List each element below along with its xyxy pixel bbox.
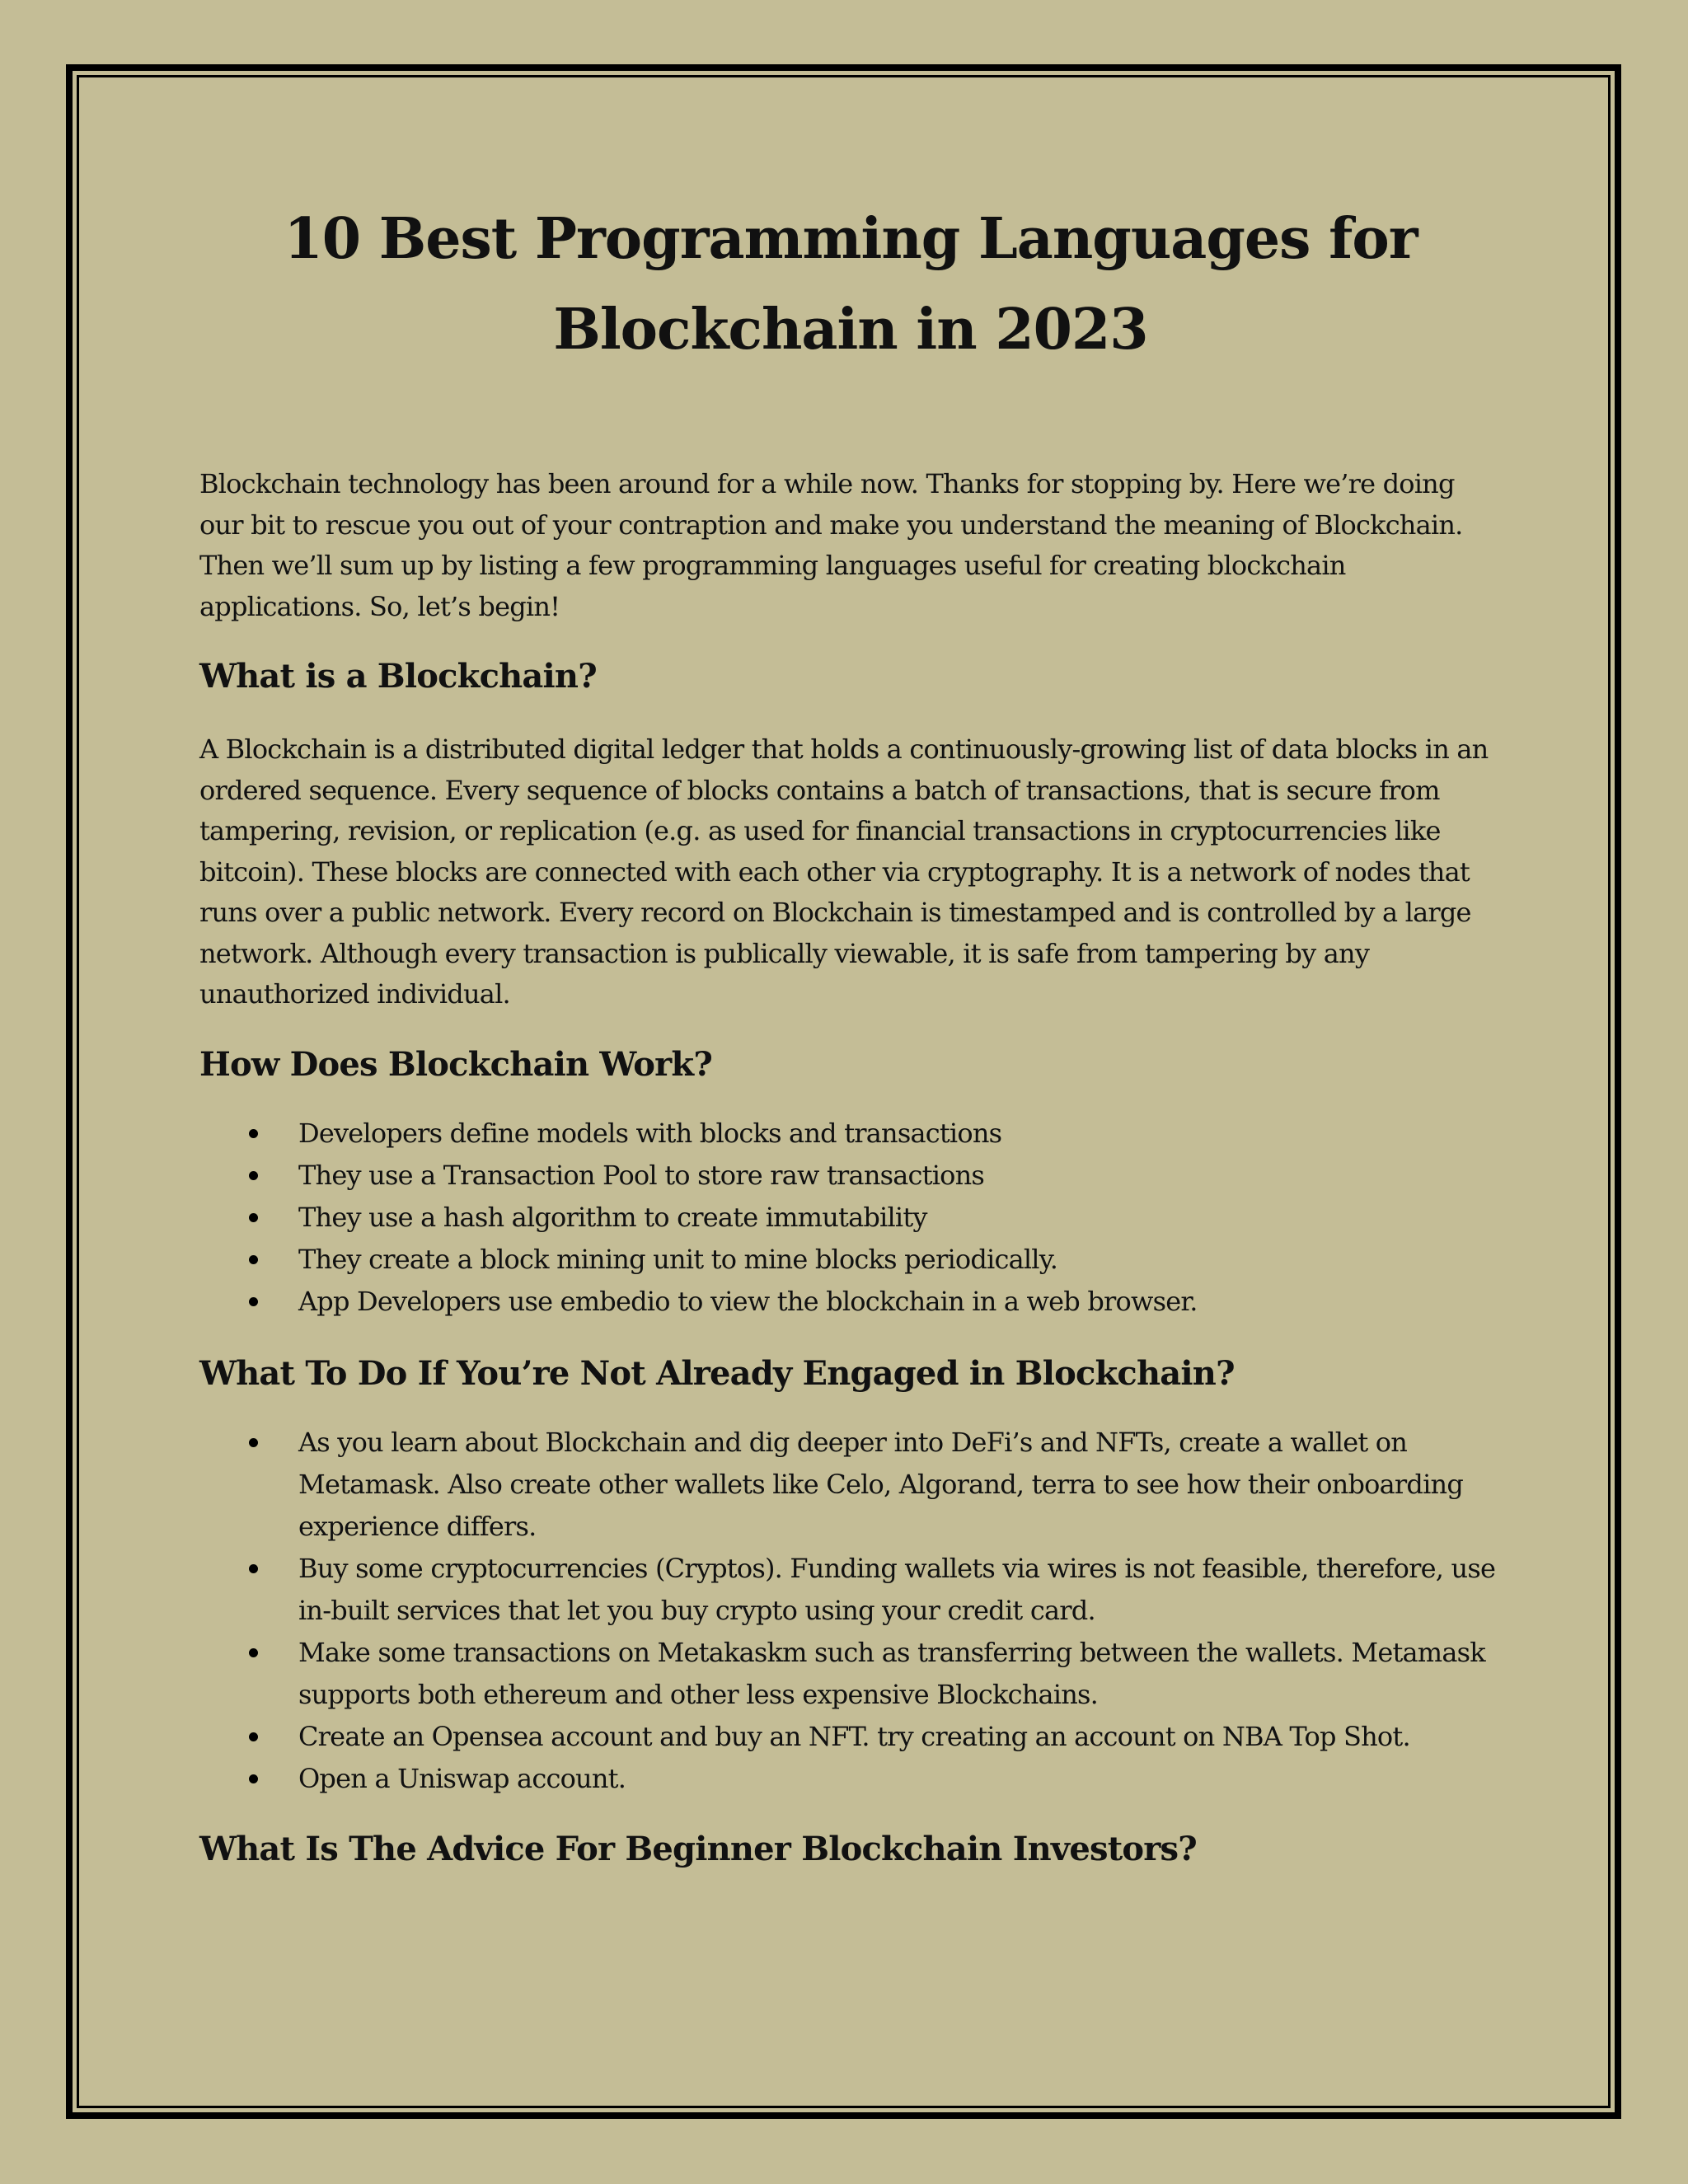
bullet-icon (249, 1774, 258, 1783)
list-item (199, 1281, 1502, 1323)
list-item (199, 1632, 1502, 1716)
bullet-icon (249, 1255, 258, 1264)
heading-what-is-blockchain: What is a Blockchain? (199, 657, 597, 696)
document-title (199, 194, 1502, 375)
list-item-text: They use a Transaction Pool to store raw transactions (298, 1159, 985, 1191)
list-item (199, 1239, 1502, 1281)
title-line-1: 10 Best Programming Languages for (284, 206, 1418, 272)
heading-what-to-do: What To Do If You’re Not Already Engaged in Blockchain? (199, 1353, 1235, 1393)
bullet-icon (249, 1129, 258, 1138)
list-item-text: Make some transactions on Metakaskm such as transferring between the wallets. Metamask supports both ethereum and other less expensive Blockchains. (298, 1636, 1485, 1710)
how-it-works-list (199, 1113, 1502, 1323)
title-line-2: Blockchain in 2023 (553, 297, 1148, 363)
list-item-text: Open a Uniswap account. (298, 1762, 626, 1794)
list-item-text: As you learn about Blockchain and dig deeper into DeFi’s and NFTs, create a wallet on Metamask. Also create other wallets like Celo, Algorand, terra to see how their onboarding experience differs. (298, 1426, 1464, 1542)
what-is-blockchain-paragraph: A Blockchain is a distributed digital ledger that holds a continuously-growing list of data blocks in an ordered sequence. Every sequence of blocks contains a batch of transactions, that is secure from tampering, revision, or replication (e.g. as used for financial transactions in cryptocurrencies like bitcoin). These blocks are connected with each other via cryptography. It is a network of nodes that runs over a public network. Every record on Blockchain is timestamped and is controlled by a large network. Although every transaction is publically viewable, it is safe from tampering by any unauthorized individual. (199, 733, 1489, 1010)
list-item (199, 1113, 1502, 1155)
intro-paragraph: Blockchain technology has been around for a while now. Thanks for stopping by. Here we’re doing our bit to rescue you out of your contraption and make you understand the meaning of Blockchain. Then we’ll sum up by listing a few programming languages useful for creating blockchain applications. So, let’s begin! (199, 468, 1463, 622)
list-item (199, 1422, 1502, 1548)
bullet-icon (249, 1732, 258, 1741)
list-item-text: They create a block mining unit to mine blocks periodically. (298, 1243, 1058, 1275)
bullet-icon (249, 1171, 258, 1180)
bullet-icon (249, 1213, 258, 1222)
list-item (199, 1758, 1502, 1800)
list-item (199, 1548, 1502, 1632)
heading-how-blockchain-works: How Does Blockchain Work? (199, 1044, 712, 1084)
list-item (199, 1716, 1502, 1758)
list-item-text: They use a hash algorithm to create immutability (298, 1201, 927, 1233)
heading-advice-beginners: What Is The Advice For Beginner Blockchain Investors? (199, 1829, 1197, 1868)
bullet-icon (249, 1438, 258, 1447)
list-item-text: Buy some cryptocurrencies (Cryptos). Funding wallets via wires is not feasible, therefore, use in-built services that let you buy crypto using your credit card. (298, 1552, 1496, 1626)
bullet-icon (249, 1648, 258, 1657)
bullet-icon (249, 1297, 258, 1306)
bullet-icon (249, 1564, 258, 1573)
list-item (199, 1155, 1502, 1197)
list-item-text: App Developers use embedio to view the blockchain in a web browser. (298, 1285, 1198, 1317)
document-content (199, 194, 1502, 1876)
list-item (199, 1197, 1502, 1239)
list-item-text: Developers define models with blocks and transactions (298, 1117, 1002, 1149)
what-to-do-list (199, 1422, 1502, 1800)
list-item-text: Create an Opensea account and buy an NFT. try creating an account on NBA Top Shot. (298, 1720, 1410, 1752)
